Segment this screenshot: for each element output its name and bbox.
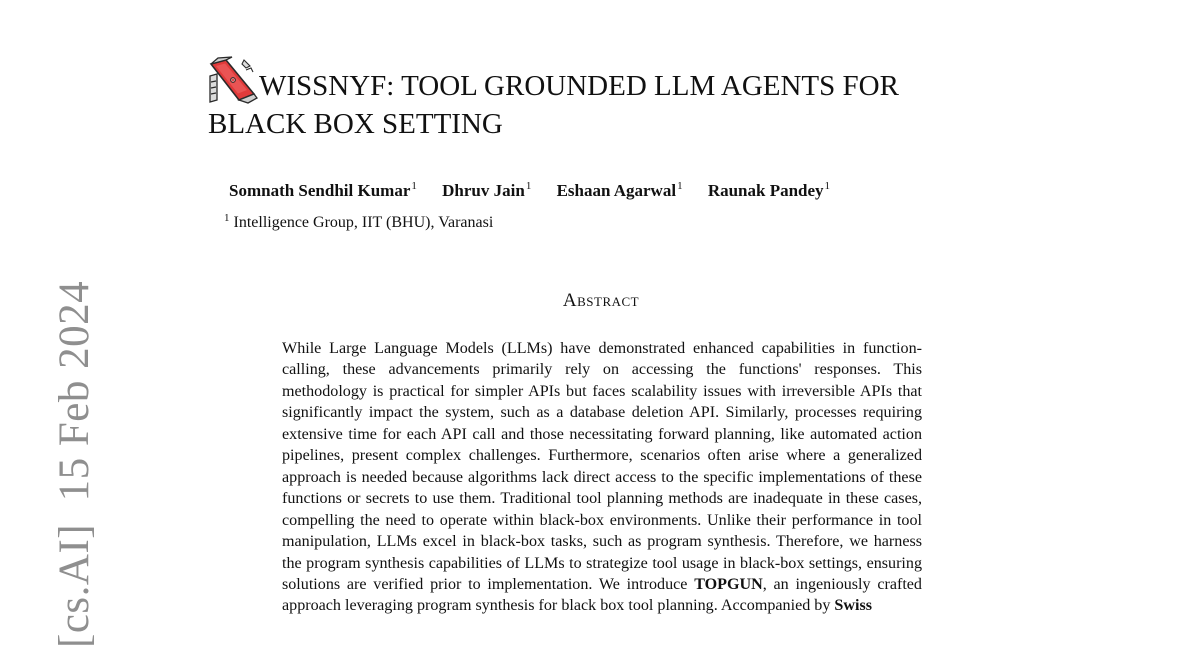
abstract-body <box>282 338 922 617</box>
title-line-1 <box>208 56 1028 105</box>
arxiv-identifier-stamp: [cs.AI] 15 Feb 2024 <box>51 280 98 648</box>
affiliation-marker: 1 <box>224 212 230 224</box>
abstract-heading: Abstract <box>562 290 640 311</box>
abstract-bold-method-name: TOPGUN <box>694 575 763 593</box>
author-list <box>229 180 851 201</box>
author-name: Eshaan Agarwal <box>556 181 677 200</box>
paper-title <box>208 56 1028 143</box>
abstract-bold-tool-name: Swiss <box>834 597 872 615</box>
author-4 <box>708 181 830 200</box>
author-name: Dhruv Jain <box>442 181 525 200</box>
author-2 <box>442 181 531 200</box>
affiliation-marker: 1 <box>677 180 683 192</box>
author-3 <box>557 181 683 200</box>
swiss-army-knife-logo-icon <box>208 56 258 104</box>
affiliation-text: Intelligence Group, IIT (BHU), Varanasi <box>233 214 494 231</box>
abstract-text-part-1: While Large Language Models (LLMs) have demonstrated enhanced capabilities in function-calling, these advancements primarily rely on accessing the functions' responses. This methodology is practical for simpler APIs but faces scalability issues with irreversible APIs that significantly impact the system, such as a database deletion API. Similarly, processes requiring extensive time for each API call and those necessitating forward planning, like automated action pipelines, present complex challenges. Furthermore, scenarios often arise where a generalized approach is needed because algorithms lack direct access to the specific implementations of these functions or secrets to use them. Traditional tool planning methods are inadequate in these cases, compelling the need to operate within black-box environments. Unlike their performance in tool manipulation, LLMs excel in black-box tasks, such as program synthesis. Therefore, we harness the program synthesis capabilities of LLMs to strategize tool usage in black-box settings, ensuring solutions are verified prior to implementation. We introduce <box>282 340 922 593</box>
affiliation-marker: 1 <box>411 180 417 192</box>
abstract-text-part-2: , an ingeniously crafted approach leveraging program synthesis for black box tool planning. Accompanied by <box>282 575 922 615</box>
affiliation-marker: 1 <box>824 180 831 192</box>
affiliation-marker: 1 <box>525 180 532 192</box>
title-line-2: BLACK BOX SETTING <box>208 108 503 140</box>
title-rest: WISSNYF: TOOL GROUNDED LLM AGENTS FOR <box>259 70 899 102</box>
author-name: Somnath Sendhil Kumar <box>229 181 411 200</box>
author-name: Raunak Pandey <box>707 181 824 200</box>
affiliation <box>224 212 493 232</box>
author-1 <box>229 181 417 200</box>
